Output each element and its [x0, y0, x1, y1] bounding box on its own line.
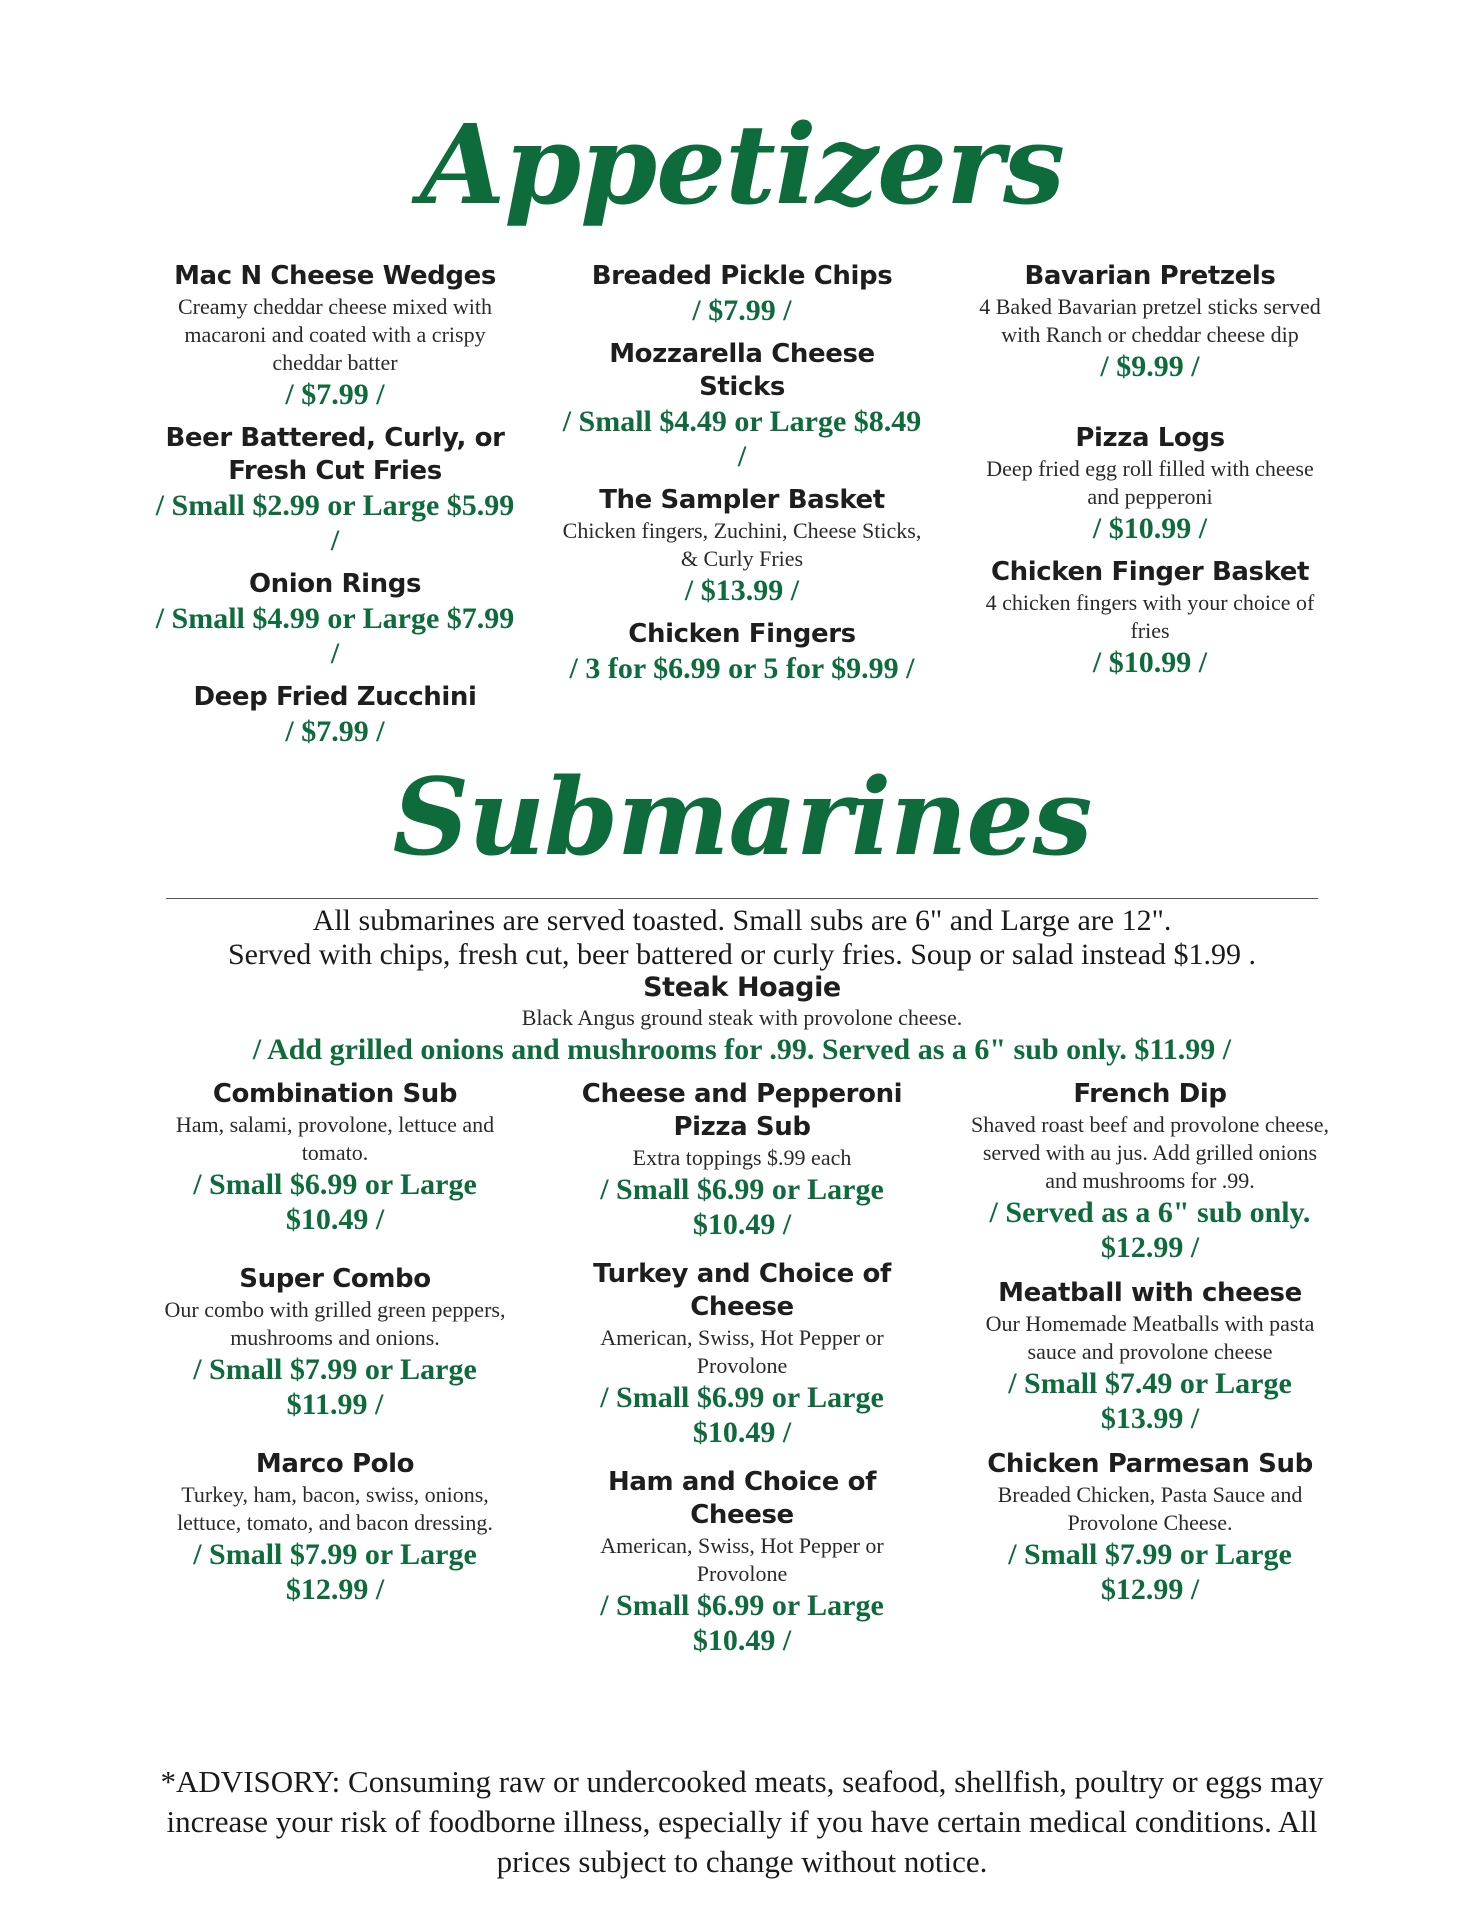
item-price: / $9.99 /: [1100, 350, 1200, 383]
menu-item: [970, 556, 1330, 680]
submarines-intro: [0, 904, 1484, 972]
submarines-column-2: [562, 1078, 922, 1666]
item-description: Creamy cheddar cheese mixed with macaroni and coated with a crispy cheddar batter: [178, 294, 492, 375]
appetizers-column-3: [970, 260, 1330, 688]
item-price: / Small $6.99 or Large $10.49 /: [600, 1589, 884, 1657]
menu-item: [562, 1078, 922, 1242]
item-description: Extra toppings $.99 each: [632, 1145, 852, 1170]
item-description: Our Homemade Meatballs with pasta sauce and provolone cheese: [985, 1311, 1315, 1364]
item-description: Breaded Chicken, Pasta Sauce and Provolone Cheese.: [997, 1482, 1303, 1535]
item-price: / Small $4.99 or Large $7.99 /: [155, 602, 515, 670]
item-name: The Sampler Basket: [599, 485, 885, 515]
item-name: Chicken Fingers: [628, 619, 856, 649]
submarines-intro-line-2: Served with chips, fresh cut, beer battered or curly fries. Soup or salad instead $1.99 .: [227, 938, 1257, 971]
item-name: Pizza Logs: [1075, 423, 1225, 453]
menu-item: [970, 260, 1330, 384]
item-price: / Small $7.99 or Large $11.99 /: [193, 1353, 477, 1421]
submarines-heading: Submarines: [392, 754, 1092, 879]
spacer: [562, 1458, 922, 1466]
menu-item: [970, 1277, 1330, 1436]
item-description: 4 chicken fingers with your choice of fries: [985, 590, 1315, 643]
menu-item: [970, 1078, 1330, 1265]
item-price: / Small $6.99 or Large $10.49 /: [600, 1173, 884, 1241]
item-name: Meatball with cheese: [998, 1278, 1302, 1308]
item-description: Black Angus ground steak with provolone cheese.: [521, 1005, 963, 1030]
item-name: Super Combo: [239, 1264, 431, 1294]
item-description: 4 Baked Bavarian pretzel sticks served with Ranch or cheddar cheese dip: [979, 294, 1321, 347]
item-description: Turkey, ham, bacon, swiss, onions, lettuce, tomato, and bacon dressing.: [177, 1482, 493, 1535]
item-name: Breaded Pickle Chips: [591, 261, 893, 291]
menu-item: [970, 1448, 1330, 1607]
item-price: / $7.99 /: [692, 294, 792, 327]
item-name: Mozzarella Cheese Sticks: [609, 339, 875, 402]
item-description: Our combo with grilled green peppers, mushrooms and onions.: [164, 1297, 506, 1350]
submarines-column-3: [970, 1078, 1330, 1615]
menu-item: [155, 422, 515, 558]
item-name: Bavarian Pretzels: [1024, 261, 1276, 291]
item-price: / Small $7.99 or Large $12.99 /: [193, 1538, 477, 1606]
item-price: / $10.99 /: [1092, 646, 1208, 679]
item-name: Ham and Choice of Cheese: [607, 1467, 876, 1530]
menu-item: [155, 1263, 515, 1422]
item-price: / $7.99 /: [285, 715, 385, 748]
item-price: / $13.99 /: [684, 574, 800, 607]
item-name: Onion Rings: [248, 569, 422, 599]
menu-item: [562, 618, 922, 686]
item-description: Chicken fingers, Zuchini, Cheese Sticks, & Curly Fries: [562, 518, 922, 571]
menu-item: [562, 338, 922, 474]
item-price: / $7.99 /: [285, 378, 385, 411]
item-description: American, Swiss, Hot Pepper or Provolone: [600, 1533, 884, 1586]
spacer: [155, 1430, 515, 1448]
item-description: American, Swiss, Hot Pepper or Provolone: [600, 1325, 884, 1378]
appetizers-heading: Appetizers: [419, 100, 1065, 229]
item-price: / Add grilled onions and mushrooms for .99. Served as a 6" sub only. $11.99 /: [252, 1033, 1232, 1066]
menu-item-steak-hoagie: [0, 972, 1484, 1067]
spacer: [970, 392, 1330, 422]
item-description: Ham, salami, provolone, lettuce and tomato.: [175, 1112, 495, 1165]
item-price: / Served as a 6" sub only. $12.99 /: [989, 1196, 1311, 1264]
spacer: [562, 1250, 922, 1258]
item-price: / Small $2.99 or Large $5.99 /: [155, 489, 515, 557]
item-name: Turkey and Choice of Cheese: [593, 1259, 891, 1322]
menu-item: [155, 260, 515, 412]
item-price: / $10.99 /: [1092, 512, 1208, 545]
item-price: / Small $4.49 or Large $8.49 /: [562, 405, 922, 473]
menu-item: [562, 1466, 922, 1658]
item-name: French Dip: [1073, 1079, 1227, 1109]
item-name: Steak Hoagie: [643, 972, 841, 1003]
item-price: / 3 for $6.99 or 5 for $9.99 /: [569, 652, 915, 685]
item-name: Chicken Parmesan Sub: [987, 1449, 1313, 1479]
item-price: / Small $6.99 or Large $10.49 /: [193, 1168, 477, 1236]
item-name: Chicken Finger Basket: [990, 557, 1310, 587]
menu-item: [155, 1448, 515, 1607]
menu-item: [155, 681, 515, 749]
appetizers-column-1: [155, 260, 515, 757]
section-divider: [166, 898, 1318, 899]
submarines-column-1: [155, 1078, 515, 1615]
item-price: / Small $6.99 or Large $10.49 /: [600, 1381, 884, 1449]
item-name: Combination Sub: [212, 1079, 458, 1109]
menu-item: [562, 1258, 922, 1450]
advisory-notice: *ADVISORY: Consuming raw or undercooked meats, seafood, shellfish, poultry or eggs may increase your risk of foodborne illness, especially if you have certain medical conditions. All prices subject to change without notice.: [160, 1764, 1324, 1879]
menu-item: [155, 1078, 515, 1237]
menu-item: [970, 422, 1330, 546]
item-name: Mac N Cheese Wedges: [174, 261, 496, 291]
item-price: / Small $7.99 or Large $12.99 /: [1008, 1538, 1292, 1606]
item-name: Marco Polo: [255, 1449, 415, 1479]
item-description: Shaved roast beef and provolone cheese, served with au jus. Add grilled onions and mushrooms for .99.: [971, 1112, 1329, 1193]
item-name: Beer Battered, Curly, or Fresh Cut Fries: [165, 423, 505, 486]
submarines-intro-line-1: All submarines are served toasted. Small subs are 6" and Large are 12".: [312, 904, 1172, 937]
menu-item: [562, 260, 922, 328]
menu-item: [562, 484, 922, 608]
spacer: [155, 1245, 515, 1263]
item-name: Deep Fried Zucchini: [193, 682, 477, 712]
item-price: / Small $7.49 or Large $13.99 /: [1008, 1367, 1292, 1435]
item-name: Cheese and Pepperoni Pizza Sub: [581, 1079, 903, 1142]
menu-item: [155, 568, 515, 671]
appetizers-column-2: [562, 260, 922, 694]
item-description: Deep fried egg roll filled with cheese and pepperoni: [986, 456, 1314, 509]
